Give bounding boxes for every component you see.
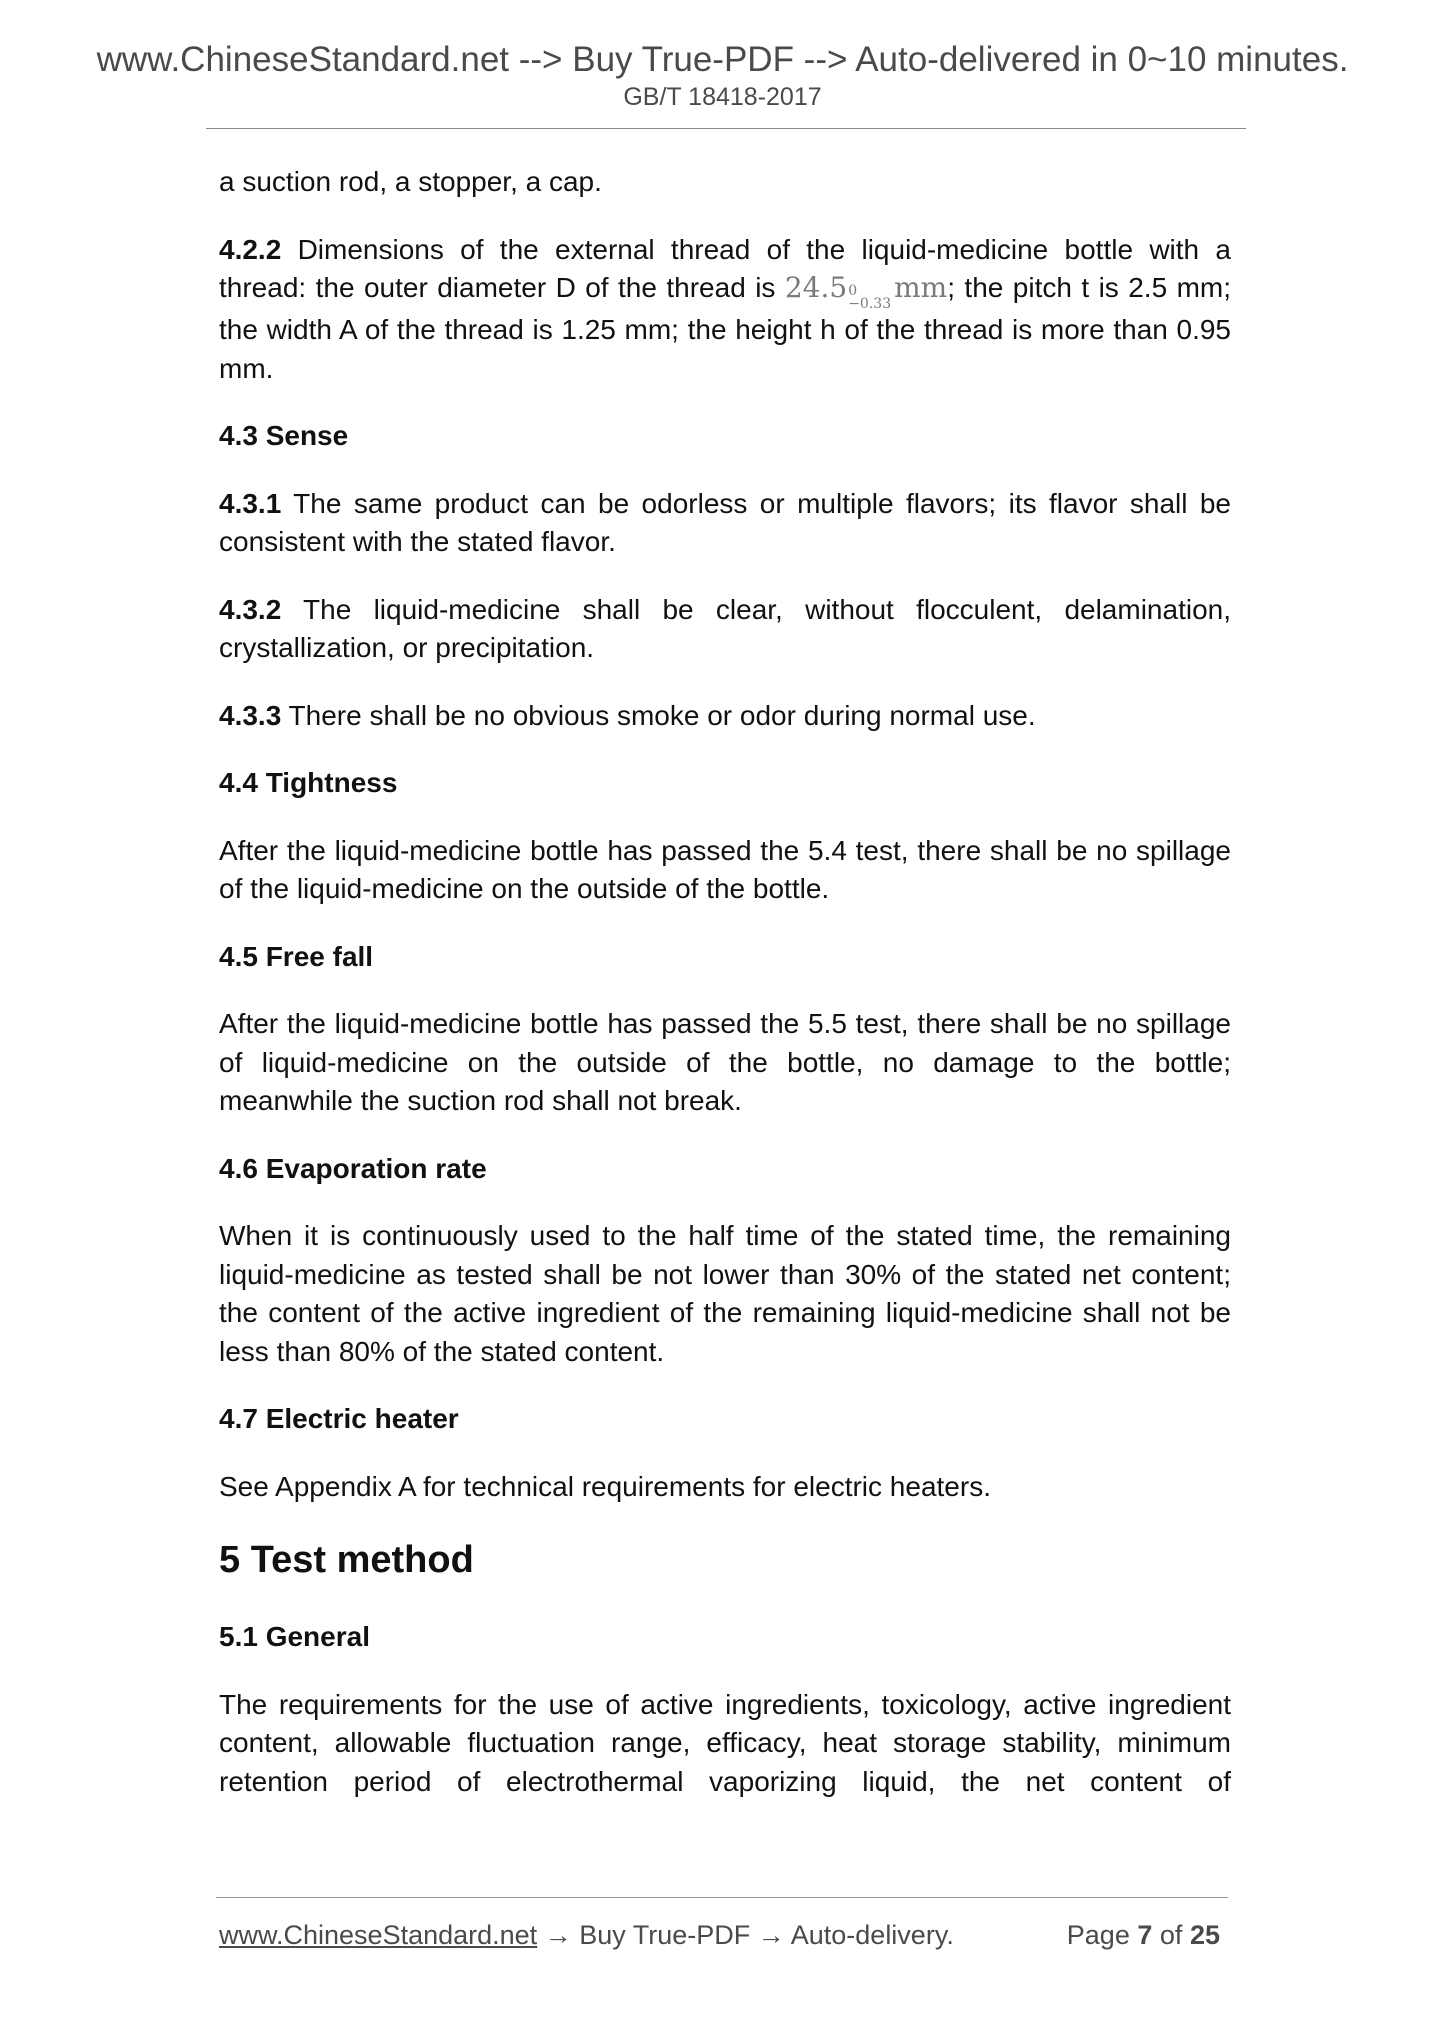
clause-number: 4.3.1 [219, 487, 282, 519]
clause-number: 4.2.2 [219, 233, 282, 265]
page-of: of [1159, 1920, 1183, 1950]
paragraph-4-3-3 [219, 697, 1231, 736]
page-current: 7 [1137, 1920, 1153, 1950]
paragraph-4-3-2 [219, 591, 1231, 668]
clause-number: 4.3.2 [219, 593, 282, 625]
formula-base: 24.5 [784, 271, 848, 304]
header-divider [206, 128, 1246, 129]
clause-text: There shall be no obvious smoke or odor during normal use. [281, 699, 1036, 731]
heading-4-6: 4.6 Evaporation rate [219, 1152, 487, 1184]
top-banner[interactable]: www.ChineseStandard.net --> Buy True-PDF --> Auto-delivered in 0~10 minutes. [96, 40, 1349, 79]
tolerance-upper: 0 [848, 283, 858, 299]
document-id: GB/T 18418-2017 [623, 83, 822, 111]
tolerance-lower: −0.33 [848, 296, 892, 312]
heading-4-7: 4.7 Electric heater [219, 1403, 459, 1434]
page-total: 25 [1189, 1920, 1220, 1950]
paragraph-4-4: After the liquid-medicine bottle has passed the 5.4 test, there shall be no spillage of the liquid-medicine on the outside of the bottle. [219, 834, 1231, 904]
thread-diameter-formula [785, 269, 947, 311]
heading-4-3: 4.3 Sense [219, 420, 349, 451]
paragraph-4-5: After the liquid-medicine bottle has passed the 5.5 test, there shall be no spillage of liquid-medicine on the outside of the bottle, no damage to the bottle; meanwhile the suction rod shall not break. [219, 1008, 1231, 1116]
paragraph-4-2-2 [219, 231, 1231, 389]
page-indicator [1067, 1918, 1220, 1952]
heading-4-5: 4.5 Free fall [219, 940, 374, 972]
paragraph-5-1: The requirements for the use of active ingredients, toxicology, active ingredient content, allowable fluctuation range, efficacy, heat storage stability, minimum retention period of electrothermal vaporizing liquid, the net content of [219, 1688, 1231, 1797]
paragraph-4-3-1 [219, 485, 1231, 562]
clause-number: 4.3.3 [219, 699, 282, 731]
formula-tolerance [848, 285, 891, 311]
paragraph-continuation: a suction rod, a stopper, a cap. [219, 166, 602, 197]
footer-delivery-text: → Buy True-PDF → Auto-delivery. [537, 1920, 954, 1950]
heading-4-4: 4.4 Tightness [219, 767, 398, 798]
clause-text: The liquid-medicine shall be clear, without flocculent, delamination, crystallization, or precipitation. [219, 593, 1231, 663]
footer-links [219, 1918, 954, 1952]
footer-site-link[interactable]: www.ChineseStandard.net [219, 1920, 538, 1950]
paragraph-4-7: See Appendix A for technical requirements for electric heaters. [219, 1470, 991, 1502]
clause-text-continued: ; the pitch t is 2.5 mm; the width A of the thread is 1.25 mm; the height h of the thread is more than 0.95 mm. [219, 272, 1232, 384]
page-label: Page [1066, 1920, 1130, 1950]
heading-5-1: 5.1 General [219, 1621, 370, 1652]
formula-unit: mm [894, 271, 948, 304]
paragraph-4-6: When it is continuously used to the half time of the stated time, the remaining liquid-medicine as tested shall be not lower than 30% of the stated net content; the content of the active ingredient of the remaining liquid-medicine shall not be less than 80% of the stated content. [219, 1220, 1231, 1367]
clause-text: Dimensions of the external thread of the liquid-medicine bottle with a thread: the outer diameter D of the thread is [219, 233, 1231, 303]
page-body [219, 160, 1231, 1801]
chapter-heading-5: 5 Test method [219, 1539, 474, 1581]
clause-text: The same product can be odorless or multiple flavors; its flavor shall be consistent with the stated flavor. [219, 487, 1231, 557]
footer-divider [216, 1897, 1228, 1898]
